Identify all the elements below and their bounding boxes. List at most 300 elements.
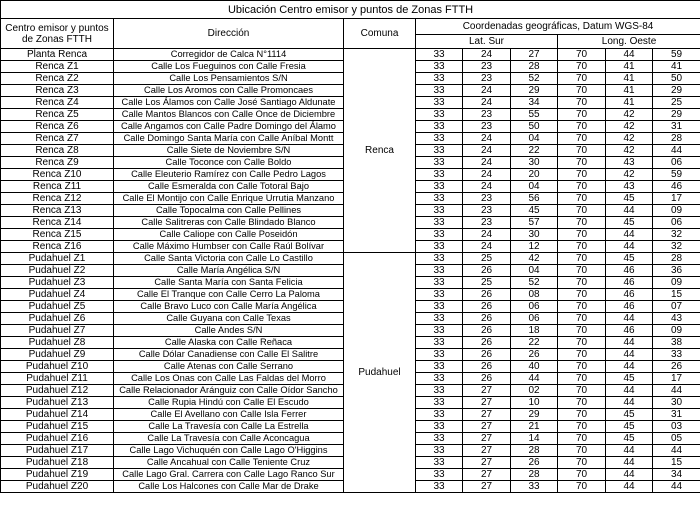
lat-coord-cell: 26 bbox=[463, 349, 511, 361]
zone-cell: Pudahuel Z9 bbox=[1, 349, 114, 361]
direccion-cell: Calle Lago Vichuquén con Calle Lago O'Higgins bbox=[114, 445, 344, 457]
direccion-cell: Calle El Avellano con Calle Isla Ferrer bbox=[114, 409, 344, 421]
long-coord-cell: 70 bbox=[558, 265, 606, 277]
zone-cell: Renca Z10 bbox=[1, 169, 114, 181]
long-coord-cell: 31 bbox=[653, 409, 700, 421]
direccion-cell: Calle Andes S/N bbox=[114, 325, 344, 337]
lat-coord-cell: 04 bbox=[511, 265, 558, 277]
zone-cell: Pudahuel Z14 bbox=[1, 409, 114, 421]
zone-cell: Pudahuel Z10 bbox=[1, 361, 114, 373]
direccion-cell: Calle Santa María con Santa Felicia bbox=[114, 277, 344, 289]
long-coord-cell: 43 bbox=[606, 157, 653, 169]
zone-cell: Pudahuel Z12 bbox=[1, 385, 114, 397]
long-coord-cell: 42 bbox=[606, 109, 653, 121]
long-coord-cell: 70 bbox=[558, 133, 606, 145]
long-coord-cell: 70 bbox=[558, 289, 606, 301]
direccion-cell: Calle Domingo Santa María con Calle Aníbal Montt bbox=[114, 133, 344, 145]
long-coord-cell: 70 bbox=[558, 457, 606, 469]
lat-coord-cell: 26 bbox=[463, 301, 511, 313]
long-coord-cell: 45 bbox=[606, 217, 653, 229]
direccion-cell: Calle Guyana con Calle Texas bbox=[114, 313, 344, 325]
long-coord-cell: 25 bbox=[653, 97, 700, 109]
lat-coord-cell: 23 bbox=[463, 61, 511, 73]
lat-coord-cell: 33 bbox=[416, 253, 463, 265]
direccion-cell: Calle Los Onas con Calle Las Faldas del Morro bbox=[114, 373, 344, 385]
long-coord-cell: 06 bbox=[653, 157, 700, 169]
direccion-cell: Calle Atenas con Calle Serrano bbox=[114, 361, 344, 373]
zone-cell: Pudahuel Z7 bbox=[1, 325, 114, 337]
direccion-cell: Calle Los Fueguinos con Calle Fresia bbox=[114, 61, 344, 73]
long-coord-cell: 36 bbox=[653, 265, 700, 277]
lat-coord-cell: 24 bbox=[463, 181, 511, 193]
lat-coord-cell: 26 bbox=[463, 373, 511, 385]
lat-coord-cell: 33 bbox=[416, 157, 463, 169]
lat-coord-cell: 06 bbox=[511, 301, 558, 313]
lat-coord-cell: 29 bbox=[511, 409, 558, 421]
long-coord-cell: 33 bbox=[653, 349, 700, 361]
lat-coord-cell: 24 bbox=[463, 241, 511, 253]
long-coord-cell: 32 bbox=[653, 241, 700, 253]
lat-coord-cell: 21 bbox=[511, 421, 558, 433]
long-coord-cell: 45 bbox=[606, 433, 653, 445]
long-coord-cell: 28 bbox=[653, 253, 700, 265]
column-header-comuna: Comuna bbox=[344, 19, 416, 49]
lat-coord-cell: 33 bbox=[416, 109, 463, 121]
long-coord-cell: 70 bbox=[558, 445, 606, 457]
zone-cell: Pudahuel Z13 bbox=[1, 397, 114, 409]
lat-coord-cell: 23 bbox=[463, 121, 511, 133]
zone-cell: Pudahuel Z1 bbox=[1, 253, 114, 265]
lat-coord-cell: 14 bbox=[511, 433, 558, 445]
lat-coord-cell: 27 bbox=[463, 385, 511, 397]
long-coord-cell: 43 bbox=[653, 313, 700, 325]
lat-coord-cell: 12 bbox=[511, 241, 558, 253]
long-coord-cell: 44 bbox=[606, 337, 653, 349]
long-coord-cell: 70 bbox=[558, 421, 606, 433]
lat-coord-cell: 33 bbox=[416, 61, 463, 73]
long-coord-cell: 70 bbox=[558, 85, 606, 97]
direccion-cell: Calle Toconce con Calle Boldo bbox=[114, 157, 344, 169]
long-coord-cell: 46 bbox=[606, 325, 653, 337]
long-coord-cell: 70 bbox=[558, 229, 606, 241]
lat-coord-cell: 23 bbox=[463, 193, 511, 205]
long-coord-cell: 15 bbox=[653, 457, 700, 469]
long-coord-cell: 06 bbox=[653, 217, 700, 229]
long-coord-cell: 70 bbox=[558, 205, 606, 217]
long-coord-cell: 09 bbox=[653, 205, 700, 217]
lat-coord-cell: 29 bbox=[511, 85, 558, 97]
direccion-cell: Calle El Tranque con Calle Cerro La Paloma bbox=[114, 289, 344, 301]
zone-cell: Renca Z11 bbox=[1, 181, 114, 193]
long-coord-cell: 45 bbox=[606, 373, 653, 385]
long-coord-cell: 59 bbox=[653, 49, 700, 61]
zone-cell: Renca Z7 bbox=[1, 133, 114, 145]
long-coord-cell: 70 bbox=[558, 361, 606, 373]
table-row bbox=[1, 49, 700, 61]
long-coord-cell: 70 bbox=[558, 481, 606, 493]
lat-coord-cell: 23 bbox=[463, 205, 511, 217]
long-coord-cell: 44 bbox=[606, 205, 653, 217]
lat-coord-cell: 27 bbox=[463, 409, 511, 421]
lat-coord-cell: 33 bbox=[416, 385, 463, 397]
long-coord-cell: 34 bbox=[653, 469, 700, 481]
zone-cell: Renca Z2 bbox=[1, 73, 114, 85]
lat-coord-cell: 33 bbox=[416, 73, 463, 85]
lat-coord-cell: 33 bbox=[416, 397, 463, 409]
long-coord-cell: 70 bbox=[558, 193, 606, 205]
lat-coord-cell: 33 bbox=[416, 373, 463, 385]
zone-cell: Pudahuel Z18 bbox=[1, 457, 114, 469]
long-coord-cell: 70 bbox=[558, 277, 606, 289]
direccion-cell: Calle Siete de Noviembre S/N bbox=[114, 145, 344, 157]
long-coord-cell: 70 bbox=[558, 97, 606, 109]
long-coord-cell: 46 bbox=[606, 265, 653, 277]
direccion-cell: Calle Lago Gral. Carrera con Calle Lago Ranco Sur bbox=[114, 469, 344, 481]
lat-coord-cell: 26 bbox=[511, 349, 558, 361]
long-coord-cell: 44 bbox=[606, 229, 653, 241]
long-coord-cell: 70 bbox=[558, 49, 606, 61]
direccion-cell: Calle Angamos con Calle Padre Domingo del Álamo bbox=[114, 121, 344, 133]
lat-coord-cell: 33 bbox=[416, 481, 463, 493]
comuna-cell: Renca bbox=[344, 49, 416, 253]
long-coord-cell: 44 bbox=[653, 445, 700, 457]
direccion-cell: Calle Ancahual con Calle Teniente Cruz bbox=[114, 457, 344, 469]
long-coord-cell: 15 bbox=[653, 289, 700, 301]
lat-coord-cell: 33 bbox=[416, 193, 463, 205]
comuna-cell: Pudahuel bbox=[344, 253, 416, 493]
zone-cell: Renca Z15 bbox=[1, 229, 114, 241]
direccion-cell: Calle Esmeralda con Calle Totoral Bajo bbox=[114, 181, 344, 193]
direccion-cell: Calle Dólar Canadiense con Calle El Salitre bbox=[114, 349, 344, 361]
lat-coord-cell: 26 bbox=[463, 337, 511, 349]
lat-coord-cell: 33 bbox=[511, 481, 558, 493]
column-header-long-oeste: Long. Oeste bbox=[558, 35, 700, 49]
direccion-cell: Corregidor de Calca N°1114 bbox=[114, 49, 344, 61]
zone-cell: Renca Z9 bbox=[1, 157, 114, 169]
table-header bbox=[1, 1, 700, 49]
long-coord-cell: 46 bbox=[606, 277, 653, 289]
lat-coord-cell: 18 bbox=[511, 325, 558, 337]
long-coord-cell: 70 bbox=[558, 181, 606, 193]
long-coord-cell: 50 bbox=[653, 73, 700, 85]
long-coord-cell: 42 bbox=[606, 133, 653, 145]
zone-cell: Pudahuel Z4 bbox=[1, 289, 114, 301]
lat-coord-cell: 02 bbox=[511, 385, 558, 397]
column-header-lat-sur: Lat. Sur bbox=[416, 35, 558, 49]
lat-coord-cell: 23 bbox=[463, 109, 511, 121]
lat-coord-cell: 26 bbox=[511, 457, 558, 469]
lat-coord-cell: 26 bbox=[463, 361, 511, 373]
long-coord-cell: 42 bbox=[606, 169, 653, 181]
lat-coord-cell: 33 bbox=[416, 445, 463, 457]
table-body bbox=[1, 49, 700, 493]
lat-coord-cell: 33 bbox=[416, 469, 463, 481]
long-coord-cell: 70 bbox=[558, 397, 606, 409]
long-coord-cell: 41 bbox=[606, 73, 653, 85]
long-coord-cell: 07 bbox=[653, 301, 700, 313]
lat-coord-cell: 27 bbox=[511, 49, 558, 61]
lat-coord-cell: 26 bbox=[463, 325, 511, 337]
table-row bbox=[1, 253, 700, 265]
long-coord-cell: 70 bbox=[558, 301, 606, 313]
zone-cell: Pudahuel Z3 bbox=[1, 277, 114, 289]
lat-coord-cell: 24 bbox=[463, 97, 511, 109]
lat-coord-cell: 34 bbox=[511, 97, 558, 109]
lat-coord-cell: 33 bbox=[416, 217, 463, 229]
direccion-cell: Calle Máximo Humbser con Calle Raúl Bolívar bbox=[114, 241, 344, 253]
long-coord-cell: 41 bbox=[653, 61, 700, 73]
lat-coord-cell: 27 bbox=[463, 481, 511, 493]
zone-cell: Pudahuel Z20 bbox=[1, 481, 114, 493]
long-coord-cell: 70 bbox=[558, 121, 606, 133]
lat-coord-cell: 52 bbox=[511, 73, 558, 85]
direccion-cell: Calle Caliope con Calle Poseidón bbox=[114, 229, 344, 241]
lat-coord-cell: 33 bbox=[416, 229, 463, 241]
long-coord-cell: 45 bbox=[606, 421, 653, 433]
long-coord-cell: 45 bbox=[606, 253, 653, 265]
long-coord-cell: 46 bbox=[653, 181, 700, 193]
lat-coord-cell: 45 bbox=[511, 205, 558, 217]
lat-coord-cell: 23 bbox=[463, 73, 511, 85]
lat-coord-cell: 27 bbox=[463, 469, 511, 481]
long-coord-cell: 44 bbox=[606, 313, 653, 325]
long-coord-cell: 29 bbox=[653, 109, 700, 121]
lat-coord-cell: 56 bbox=[511, 193, 558, 205]
lat-coord-cell: 33 bbox=[416, 457, 463, 469]
lat-coord-cell: 50 bbox=[511, 121, 558, 133]
direccion-cell: Calle Los Pensamientos S/N bbox=[114, 73, 344, 85]
lat-coord-cell: 55 bbox=[511, 109, 558, 121]
header-row-1 bbox=[1, 19, 700, 35]
long-coord-cell: 70 bbox=[558, 373, 606, 385]
long-coord-cell: 70 bbox=[558, 385, 606, 397]
long-coord-cell: 46 bbox=[606, 301, 653, 313]
direccion-cell: Calle Topocalma con Calle Pellines bbox=[114, 205, 344, 217]
lat-coord-cell: 52 bbox=[511, 277, 558, 289]
direccion-cell: Calle La Travesía con Calle La Estrella bbox=[114, 421, 344, 433]
long-coord-cell: 70 bbox=[558, 349, 606, 361]
lat-coord-cell: 25 bbox=[463, 277, 511, 289]
lat-coord-cell: 33 bbox=[416, 265, 463, 277]
zone-cell: Pudahuel Z16 bbox=[1, 433, 114, 445]
long-coord-cell: 70 bbox=[558, 325, 606, 337]
lat-coord-cell: 33 bbox=[416, 121, 463, 133]
zone-cell: Renca Z4 bbox=[1, 97, 114, 109]
lat-coord-cell: 33 bbox=[416, 289, 463, 301]
lat-coord-cell: 33 bbox=[416, 277, 463, 289]
lat-coord-cell: 10 bbox=[511, 397, 558, 409]
long-coord-cell: 44 bbox=[606, 445, 653, 457]
zone-cell: Renca Z5 bbox=[1, 109, 114, 121]
long-coord-cell: 42 bbox=[606, 145, 653, 157]
lat-coord-cell: 33 bbox=[416, 133, 463, 145]
long-coord-cell: 26 bbox=[653, 361, 700, 373]
zone-cell: Renca Z3 bbox=[1, 85, 114, 97]
direccion-cell: Calle La Travesía con Calle Aconcagua bbox=[114, 433, 344, 445]
zone-cell: Planta Renca bbox=[1, 49, 114, 61]
lat-coord-cell: 33 bbox=[416, 301, 463, 313]
long-coord-cell: 70 bbox=[558, 73, 606, 85]
column-header-direccion: Dirección bbox=[114, 19, 344, 49]
lat-coord-cell: 24 bbox=[463, 133, 511, 145]
long-coord-cell: 38 bbox=[653, 337, 700, 349]
lat-coord-cell: 33 bbox=[416, 349, 463, 361]
zone-cell: Pudahuel Z2 bbox=[1, 265, 114, 277]
lat-coord-cell: 24 bbox=[463, 229, 511, 241]
long-coord-cell: 44 bbox=[653, 385, 700, 397]
long-coord-cell: 41 bbox=[606, 85, 653, 97]
lat-coord-cell: 44 bbox=[511, 373, 558, 385]
long-coord-cell: 42 bbox=[606, 121, 653, 133]
long-coord-cell: 70 bbox=[558, 109, 606, 121]
lat-coord-cell: 24 bbox=[463, 145, 511, 157]
long-coord-cell: 46 bbox=[606, 289, 653, 301]
lat-coord-cell: 33 bbox=[416, 421, 463, 433]
long-coord-cell: 45 bbox=[606, 409, 653, 421]
long-coord-cell: 70 bbox=[558, 433, 606, 445]
lat-coord-cell: 40 bbox=[511, 361, 558, 373]
long-coord-cell: 70 bbox=[558, 469, 606, 481]
column-header-coordinates: Coordenadas geográficas, Datum WGS-84 bbox=[416, 19, 700, 35]
direccion-cell: Calle Rupia Hindú con Calle El Escudo bbox=[114, 397, 344, 409]
lat-coord-cell: 24 bbox=[463, 169, 511, 181]
lat-coord-cell: 57 bbox=[511, 217, 558, 229]
zone-cell: Renca Z8 bbox=[1, 145, 114, 157]
lat-coord-cell: 33 bbox=[416, 145, 463, 157]
long-coord-cell: 44 bbox=[606, 49, 653, 61]
zone-cell: Pudahuel Z15 bbox=[1, 421, 114, 433]
zone-cell: Renca Z16 bbox=[1, 241, 114, 253]
long-coord-cell: 44 bbox=[606, 385, 653, 397]
zone-cell: Pudahuel Z6 bbox=[1, 313, 114, 325]
lat-coord-cell: 27 bbox=[463, 397, 511, 409]
lat-coord-cell: 28 bbox=[511, 469, 558, 481]
lat-coord-cell: 23 bbox=[463, 217, 511, 229]
lat-coord-cell: 22 bbox=[511, 145, 558, 157]
lat-coord-cell: 24 bbox=[463, 85, 511, 97]
zone-cell: Renca Z14 bbox=[1, 217, 114, 229]
long-coord-cell: 05 bbox=[653, 433, 700, 445]
lat-coord-cell: 27 bbox=[463, 457, 511, 469]
title-row bbox=[1, 1, 700, 19]
long-coord-cell: 31 bbox=[653, 121, 700, 133]
zone-cell: Renca Z12 bbox=[1, 193, 114, 205]
long-coord-cell: 44 bbox=[606, 397, 653, 409]
long-coord-cell: 70 bbox=[558, 169, 606, 181]
long-coord-cell: 70 bbox=[558, 61, 606, 73]
long-coord-cell: 30 bbox=[653, 397, 700, 409]
lat-coord-cell: 33 bbox=[416, 337, 463, 349]
long-coord-cell: 44 bbox=[606, 241, 653, 253]
zone-cell: Pudahuel Z19 bbox=[1, 469, 114, 481]
long-coord-cell: 44 bbox=[653, 481, 700, 493]
long-coord-cell: 44 bbox=[606, 469, 653, 481]
lat-coord-cell: 20 bbox=[511, 169, 558, 181]
lat-coord-cell: 42 bbox=[511, 253, 558, 265]
lat-coord-cell: 33 bbox=[416, 409, 463, 421]
lat-coord-cell: 22 bbox=[511, 337, 558, 349]
lat-coord-cell: 33 bbox=[416, 325, 463, 337]
long-coord-cell: 09 bbox=[653, 277, 700, 289]
zone-cell: Renca Z13 bbox=[1, 205, 114, 217]
lat-coord-cell: 33 bbox=[416, 205, 463, 217]
lat-coord-cell: 33 bbox=[416, 313, 463, 325]
long-coord-cell: 44 bbox=[606, 349, 653, 361]
lat-coord-cell: 33 bbox=[416, 97, 463, 109]
lat-coord-cell: 30 bbox=[511, 157, 558, 169]
long-coord-cell: 70 bbox=[558, 313, 606, 325]
direccion-cell: Calle Mantos Blancos con Calle Once de Diciembre bbox=[114, 109, 344, 121]
lat-coord-cell: 33 bbox=[416, 361, 463, 373]
lat-coord-cell: 04 bbox=[511, 133, 558, 145]
long-coord-cell: 70 bbox=[558, 409, 606, 421]
long-coord-cell: 29 bbox=[653, 85, 700, 97]
page-title: Ubicación Centro emisor y puntos de Zonas FTTH bbox=[1, 1, 700, 19]
direccion-cell: Calle Relacionador Aránguiz con Calle Oídor Sancho bbox=[114, 385, 344, 397]
long-coord-cell: 44 bbox=[606, 361, 653, 373]
long-coord-cell: 17 bbox=[653, 193, 700, 205]
lat-coord-cell: 33 bbox=[416, 433, 463, 445]
long-coord-cell: 03 bbox=[653, 421, 700, 433]
lat-coord-cell: 25 bbox=[463, 253, 511, 265]
lat-coord-cell: 33 bbox=[416, 49, 463, 61]
direccion-cell: Calle Los Aromos con Calle Promoncaes bbox=[114, 85, 344, 97]
long-coord-cell: 70 bbox=[558, 253, 606, 265]
long-coord-cell: 70 bbox=[558, 217, 606, 229]
zone-cell: Pudahuel Z17 bbox=[1, 445, 114, 457]
long-coord-cell: 44 bbox=[653, 145, 700, 157]
long-coord-cell: 41 bbox=[606, 61, 653, 73]
zone-cell: Renca Z1 bbox=[1, 61, 114, 73]
direccion-cell: Calle Alaska con Calle Reñaca bbox=[114, 337, 344, 349]
lat-coord-cell: 33 bbox=[416, 85, 463, 97]
lat-coord-cell: 33 bbox=[416, 241, 463, 253]
zone-cell: Pudahuel Z5 bbox=[1, 301, 114, 313]
long-coord-cell: 09 bbox=[653, 325, 700, 337]
lat-coord-cell: 08 bbox=[511, 289, 558, 301]
direccion-cell: Calle Bravo Luco con Calle María Angélica bbox=[114, 301, 344, 313]
direccion-cell: Calle Salitreras con Calle Blindado Blanco bbox=[114, 217, 344, 229]
direccion-cell: Calle Santa Victoria con Calle Lo Castillo bbox=[114, 253, 344, 265]
lat-coord-cell: 27 bbox=[463, 433, 511, 445]
lat-coord-cell: 33 bbox=[416, 169, 463, 181]
zone-cell: Pudahuel Z11 bbox=[1, 373, 114, 385]
lat-coord-cell: 04 bbox=[511, 181, 558, 193]
long-coord-cell: 70 bbox=[558, 337, 606, 349]
long-coord-cell: 70 bbox=[558, 241, 606, 253]
long-coord-cell: 45 bbox=[606, 193, 653, 205]
lat-coord-cell: 28 bbox=[511, 61, 558, 73]
lat-coord-cell: 06 bbox=[511, 313, 558, 325]
lat-coord-cell: 26 bbox=[463, 265, 511, 277]
zone-cell: Renca Z6 bbox=[1, 121, 114, 133]
lat-coord-cell: 27 bbox=[463, 421, 511, 433]
long-coord-cell: 41 bbox=[606, 97, 653, 109]
long-coord-cell: 17 bbox=[653, 373, 700, 385]
long-coord-cell: 32 bbox=[653, 229, 700, 241]
direccion-cell: Calle El Montijo con Calle Enrique Urrutia Manzano bbox=[114, 193, 344, 205]
long-coord-cell: 28 bbox=[653, 133, 700, 145]
long-coord-cell: 44 bbox=[606, 457, 653, 469]
lat-coord-cell: 26 bbox=[463, 289, 511, 301]
direccion-cell: Calle María Angélica S/N bbox=[114, 265, 344, 277]
column-header-zone: Centro emisor y puntos de Zonas FTTH bbox=[1, 19, 114, 49]
direccion-cell: Calle Los Halcones con Calle Mar de Drake bbox=[114, 481, 344, 493]
long-coord-cell: 70 bbox=[558, 157, 606, 169]
direccion-cell: Calle Los Álamos con Calle José Santiago Aldunate bbox=[114, 97, 344, 109]
long-coord-cell: 43 bbox=[606, 181, 653, 193]
lat-coord-cell: 28 bbox=[511, 445, 558, 457]
